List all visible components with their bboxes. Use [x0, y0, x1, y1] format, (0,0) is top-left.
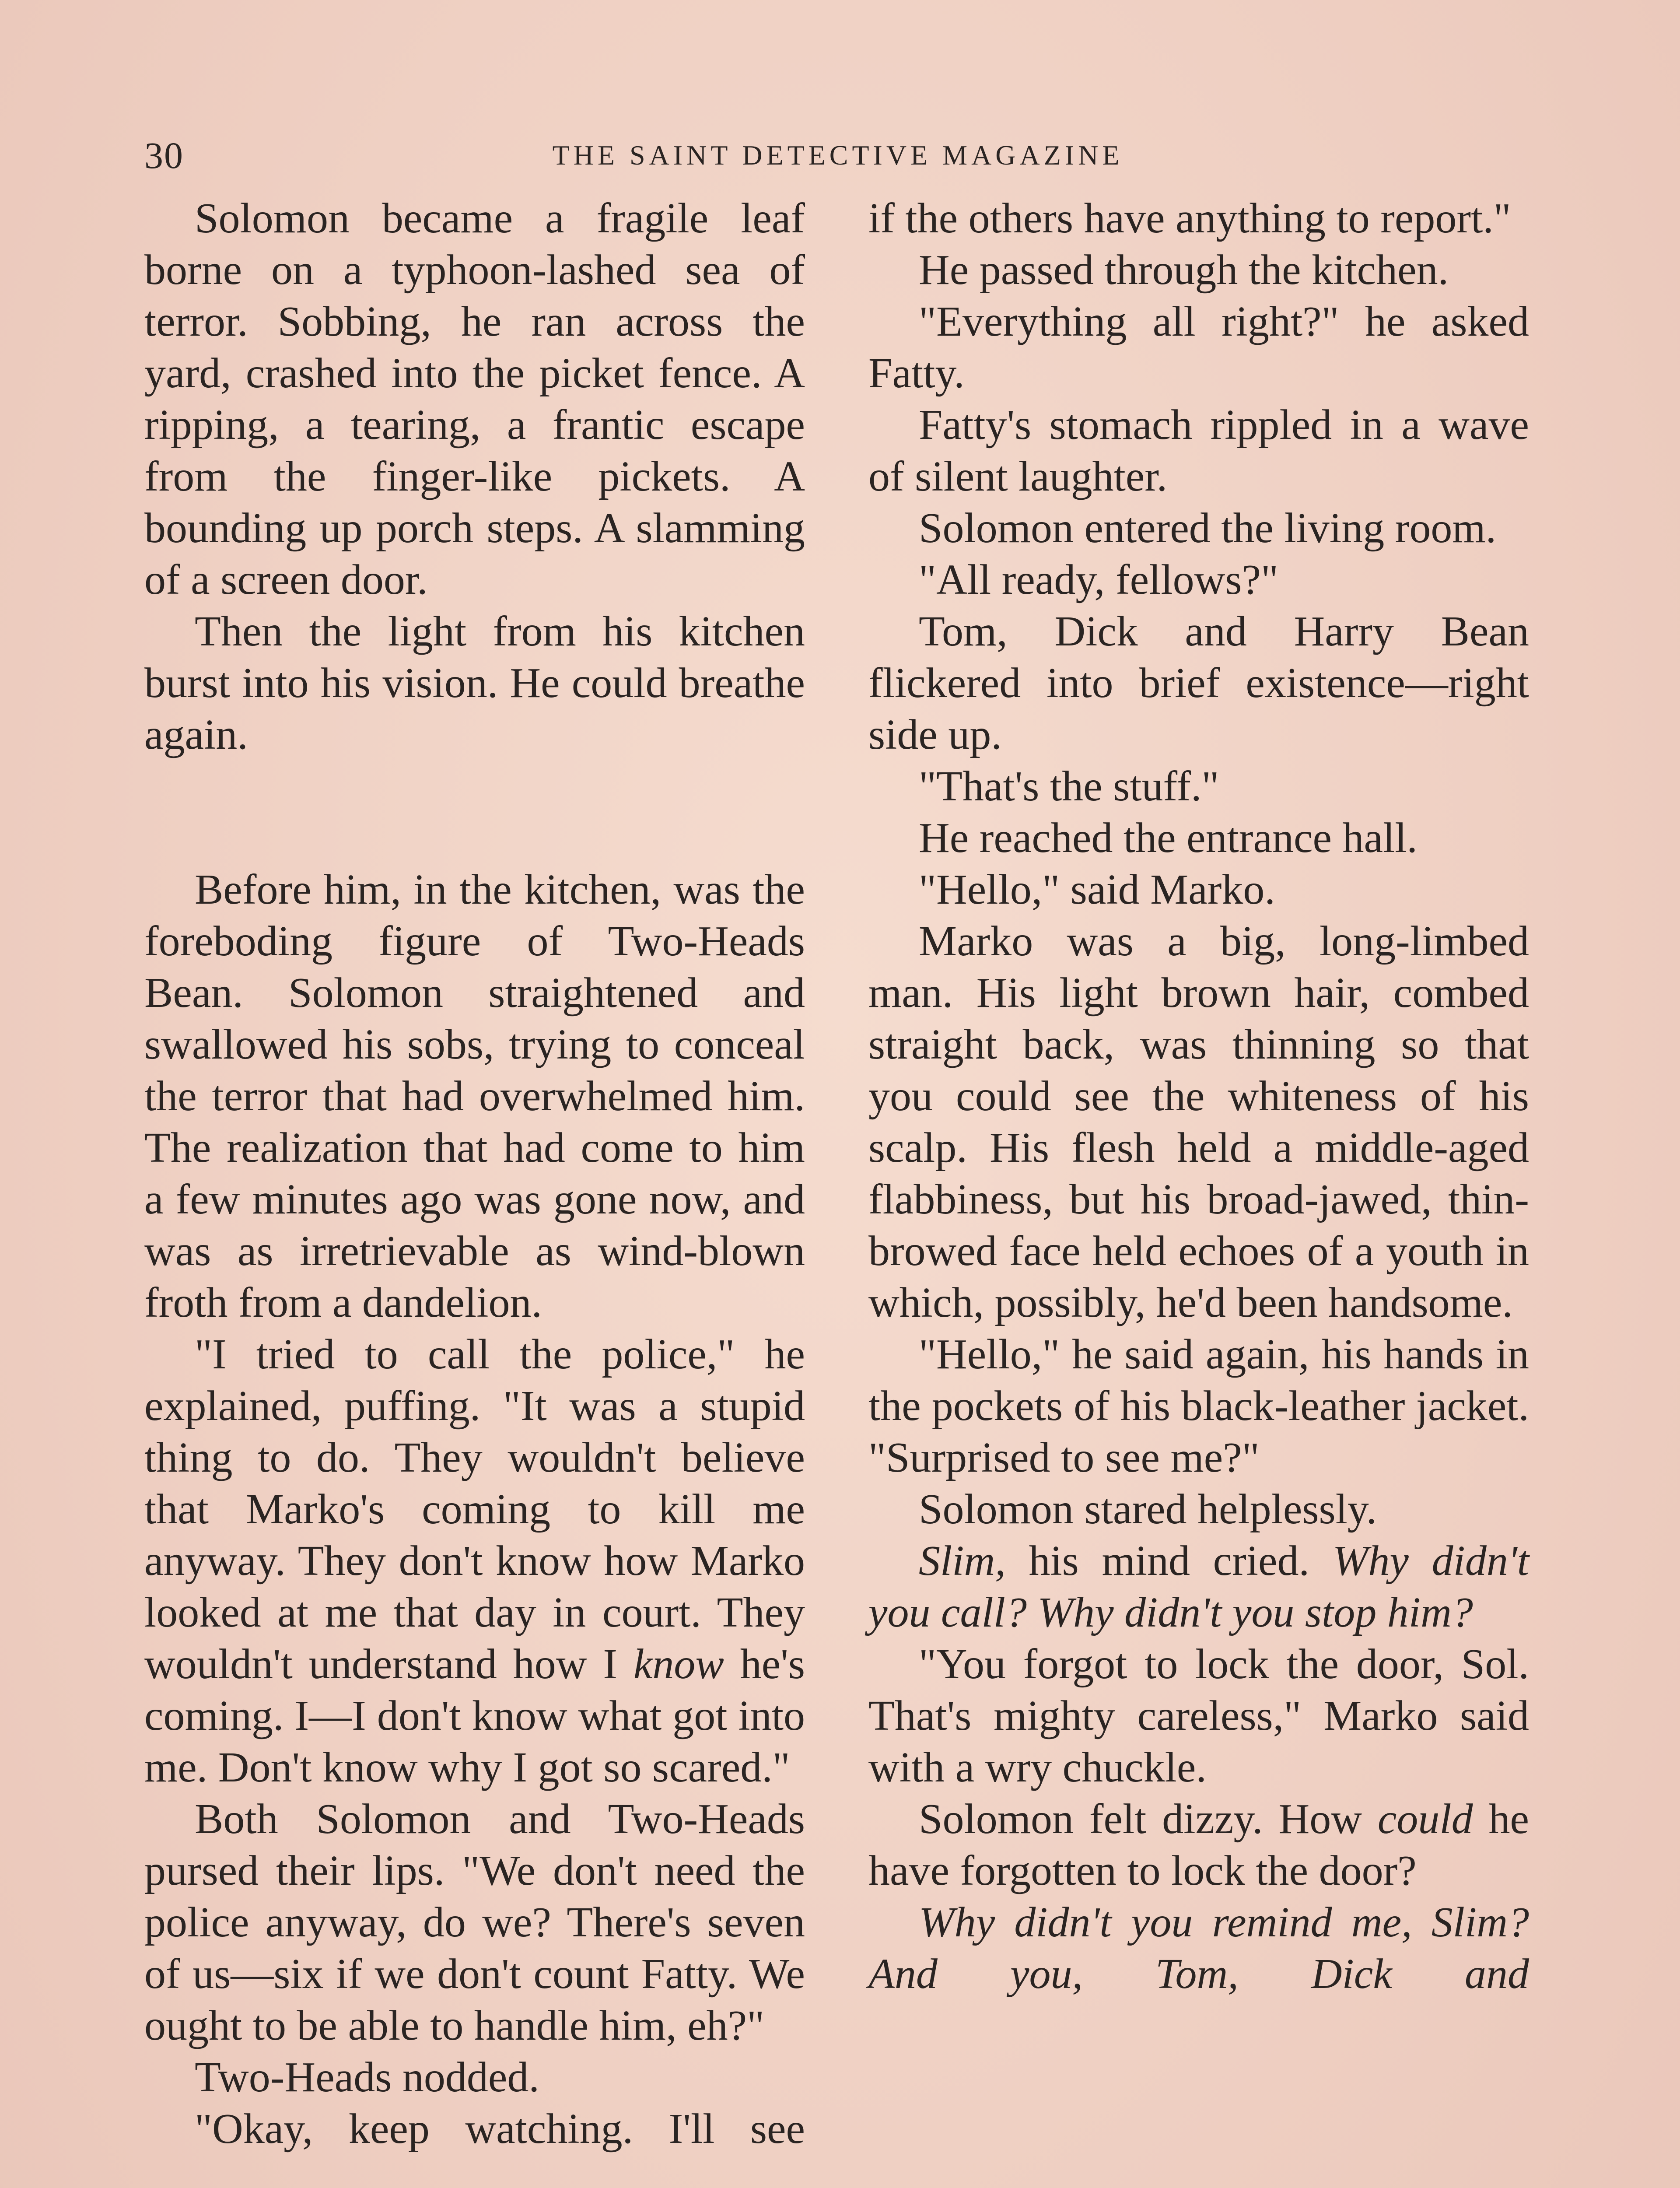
paragraph: Tom, Dick and Harry Bean flickered into brief existence—right side up. [868, 608, 1529, 758]
emphasis: Why didn't you call? Why didn't you stop him? [868, 1537, 1530, 1636]
paragraph [868, 1535, 1529, 1638]
paragraph: Fatty's stomach rippled in a wave of silent laughter. [868, 401, 1529, 500]
running-head: THE SAINT DETECTIVE MAGAZINE [552, 140, 1124, 171]
paragraph: "Hello," said Marko. [919, 866, 1275, 913]
paragraph: Solomon stared helplessly. [919, 1486, 1377, 1533]
text-run: he's coming. I—I don't know what got into me. Don't know why I got so scared." [144, 1641, 805, 1791]
page-number: 30 [144, 134, 184, 176]
paragraph [868, 1793, 1529, 1897]
paragraph: "Okay, keep watching. I'll see [195, 2105, 805, 2153]
text-run: Solomon felt dizzy. How [919, 1795, 1378, 1843]
paragraph: if the others have anything to report." [868, 195, 1511, 242]
left-column [144, 193, 805, 2155]
paragraph: Solomon entered the living room. [919, 505, 1497, 552]
text-run: his mind cried. [1005, 1537, 1333, 1585]
paragraph: Solomon became a fragile leaf borne on a typhoon-lashed sea of terror. Sobbing, he ran across the yard, crashed into the picket fence. A ripping, a tearing, a frantic escape from the finger-like pickets. A bounding up porch steps. A slamming of a screen door. [144, 195, 805, 603]
right-column [868, 193, 1529, 2000]
paragraph: Before him, in the kitchen, was the foreboding figure of Two-Heads Bean. Solomon straightened and swallowed his sobs, trying to conceal the terror that had overwhelmed him. The realization that had come to him a few minutes ago was gone now, and was as irretrievable as wind-blown froth from a dandelion. [144, 866, 805, 1326]
paragraph: He passed through the kitchen. [919, 246, 1449, 294]
paragraph [868, 1897, 1529, 2000]
paragraph: "All ready, fellows?" [919, 556, 1278, 603]
paragraph: "Hello," he said again, his hands in the pockets of his black-leather jacket. "Surprised to see me?" [868, 1331, 1529, 1481]
emphasis: Why didn't you remind me, Slim? And you, Tom, Dick and [868, 1899, 1529, 1998]
text-run: he have forgotten to lock the door? [868, 1795, 1530, 1894]
emphasis: know [633, 1641, 724, 1688]
paragraph [144, 1329, 805, 1793]
paragraph: "You forgot to lock the door, Sol. That's mighty careless," Marko said with a wry chuckle. [868, 1641, 1529, 1791]
paragraph: "Everything all right?" he asked Fatty. [868, 298, 1529, 397]
paragraph: Then the light from his kitchen burst into his vision. He could breathe again. [144, 608, 805, 758]
paragraph: Two-Heads nodded. [195, 2054, 539, 2101]
paragraph: "That's the stuff." [919, 763, 1219, 810]
paragraph: Marko was a big, long-limbed man. His light brown hair, combed straight back, was thinning so that you could see the whiteness of his scalp. His flesh held a middle-aged flabbiness, but his broad-jawed, thin-browed face held echoes of a youth in which, possibly, he'd been handsome. [868, 918, 1529, 1326]
emphasis: Slim, [919, 1537, 1006, 1585]
emphasis: could [1377, 1795, 1473, 1843]
paragraph: Both Solomon and Two-Heads pursed their lips. "We don't need the police anyway, do we? There's seven of us—six if we don't count Fatty. We ought to be able to handle him, eh?" [144, 1795, 805, 2049]
text-run: "I tried to call the police," he explained, puffing. "It was a stupid thing to do. They wouldn't believe that Marko's coming to kill me anyway. They don't know how Marko looked at me that day in court. They wouldn't understand how I [144, 1331, 805, 1688]
page-header [144, 131, 1531, 179]
paragraph: He reached the entrance hall. [919, 814, 1418, 862]
